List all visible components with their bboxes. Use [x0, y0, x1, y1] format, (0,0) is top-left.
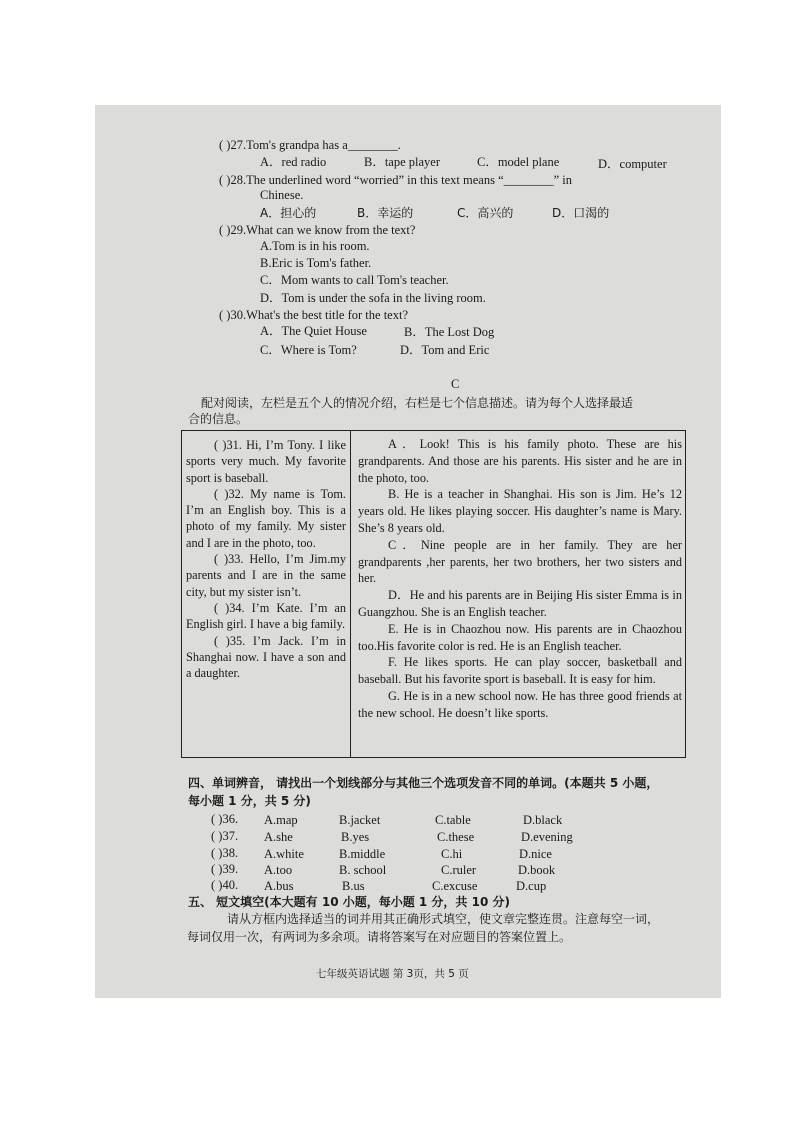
- phonics-38-a: A.white: [264, 847, 304, 861]
- info-b: B. He is a teacher in Shanghai. His son is Jim. He’s 12 years old. He likes playing soccer. His daughter’s name is Mary. She’s 8 years old.: [358, 487, 682, 535]
- option-30c: C．Where is Tom?: [260, 343, 357, 357]
- phonics-40-num: ( )40.: [211, 878, 239, 892]
- phonics-37-a: A.she: [264, 830, 293, 844]
- phonics-39-a: A.too: [264, 863, 293, 877]
- option-30b: B．The Lost Dog: [404, 325, 495, 339]
- option-29d: D．Tom is under the sofa in the living room.: [260, 291, 486, 305]
- section-5-instruction: 请从方框内选择适当的词并用其正确形式填空，使文章完整连贯。注意每空一词，: [227, 912, 660, 926]
- phonics-40-a: A.bus: [264, 879, 294, 893]
- section-4-title-cont: 每小题 1 分，共 5 分): [188, 794, 311, 808]
- option-27c: C．model plane: [477, 155, 560, 169]
- section-c-instruction-cont: 合的信息。: [188, 412, 249, 426]
- phonics-37-b: B.yes: [341, 830, 370, 844]
- info-a: A．Look! This is his family photo. These are his grandparents. And those are his parents. His sister and he are in the photo, too.: [358, 437, 682, 485]
- person-32: ( )32. My name is Tom. I’m an English boy. This is a photo of my family. My sister and I are in the photo, too.: [186, 486, 346, 550]
- section-5-title: 五、 短文填空(本大题有 10 小题，每小题 1 分，共 10 分): [188, 895, 510, 909]
- phonics-39-d: D.book: [518, 863, 556, 877]
- phonics-38-b: B.middle: [339, 847, 386, 861]
- option-30a: A．The Quiet House: [260, 324, 367, 338]
- phonics-38-d: D.nice: [519, 847, 552, 861]
- left-column: [186, 437, 346, 681]
- matching-table: [181, 430, 686, 758]
- person-35: ( )35. I’m Jack. I’m in Shanghai now. I have a son and a daughter.: [186, 633, 346, 681]
- option-30d: D．Tom and Eric: [400, 343, 490, 357]
- phonics-40-c: C.excuse: [432, 879, 478, 893]
- phonics-38-num: ( )38.: [211, 846, 239, 860]
- person-34: ( )34. I’m Kate. I’m an English girl. I have a big family.: [186, 600, 346, 632]
- phonics-36-a: A.map: [264, 813, 298, 827]
- info-g: G. He is in a new school now. He has three good friends at the new school. He doesn’t like sports.: [358, 688, 682, 720]
- phonics-36-b: B.jacket: [339, 813, 381, 827]
- phonics-39-num: ( )39.: [211, 862, 239, 876]
- phonics-37-d: D.evening: [521, 830, 573, 844]
- page-footer: 七年级英语试题 第 3页，共 5 页: [316, 968, 469, 980]
- option-27b: B．tape player: [364, 155, 441, 169]
- phonics-39-b: B. school: [339, 863, 387, 877]
- option-28b: B．幸运的: [357, 206, 414, 220]
- option-28d: D．口渴的: [552, 206, 610, 220]
- phonics-40-d: D.cup: [516, 879, 547, 893]
- right-column: [358, 436, 682, 722]
- table-divider: [350, 431, 351, 757]
- phonics-38-c: C.hi: [441, 847, 463, 861]
- info-f: F. He likes sports. He can play soccer, basketball and baseball. But his favorite sport is baseball. It is easy for him.: [358, 655, 682, 687]
- person-33: ( )33. Hello, I’m Jim.my parents and I are in the same city, but my sister isn’t.: [186, 552, 346, 599]
- question-28-stem: ( )28.The underlined word “worried” in this text means “________” in: [219, 173, 573, 187]
- phonics-37-num: ( )37.: [211, 829, 239, 843]
- person-31: ( )31. Hi, I’m Tony. I like sports very much. My favorite sport is baseball.: [186, 438, 346, 485]
- question-28-stem-cont: Chinese.: [260, 188, 304, 202]
- option-29c: C．Mom wants to call Tom's teacher.: [260, 273, 449, 287]
- info-c: C．Nine people are in her family. They are her grandparents ,her parents, her two brothers, her two sisters and her.: [358, 537, 682, 586]
- option-28c: C．高兴的: [457, 206, 514, 220]
- option-27a: A．red radio: [260, 155, 327, 169]
- section-c-instruction: 配对阅读，左栏是五个人的情况介绍，右栏是七个信息描述。请为每个人选择最适: [201, 396, 634, 410]
- question-27-stem: ( )27.Tom's grandpa has a________.: [219, 138, 401, 152]
- section-c-heading: C: [451, 377, 460, 391]
- phonics-36-c: C.table: [435, 813, 471, 827]
- question-29-stem: ( )29.What can we know from the text?: [219, 223, 416, 237]
- option-29b: B.Eric is Tom's father.: [260, 256, 372, 270]
- info-e: E. He is in Chaozhou now. His parents are in Chaozhou too.His favorite color is red. He is an English teacher.: [358, 621, 682, 653]
- option-27d: D．computer: [598, 157, 667, 171]
- phonics-40-b: B.us: [342, 879, 365, 893]
- phonics-36-num: ( )36.: [211, 812, 239, 826]
- section-4-title: 四、单词辨音， 请找出一个划线部分与其他三个选项发音不同的单词。(本题共 5 小题，: [188, 776, 659, 790]
- info-d: D．He and his parents are in Beijing His sister Emma is in Guangzhou. She is an English teacher.: [358, 588, 682, 619]
- phonics-36-d: D.black: [523, 813, 563, 827]
- option-29a: A.Tom is in his room.: [260, 239, 370, 253]
- phonics-39-c: C.ruler: [441, 863, 477, 877]
- option-28a: A．担心的: [260, 206, 317, 220]
- section-5-instruction-cont: 每词仅用一次，有两词为多余项。请将答案写在对应题目的答案位置上。: [187, 930, 572, 944]
- phonics-37-c: C.these: [437, 830, 475, 844]
- question-30-stem: ( )30.What's the best title for the text?: [219, 308, 408, 322]
